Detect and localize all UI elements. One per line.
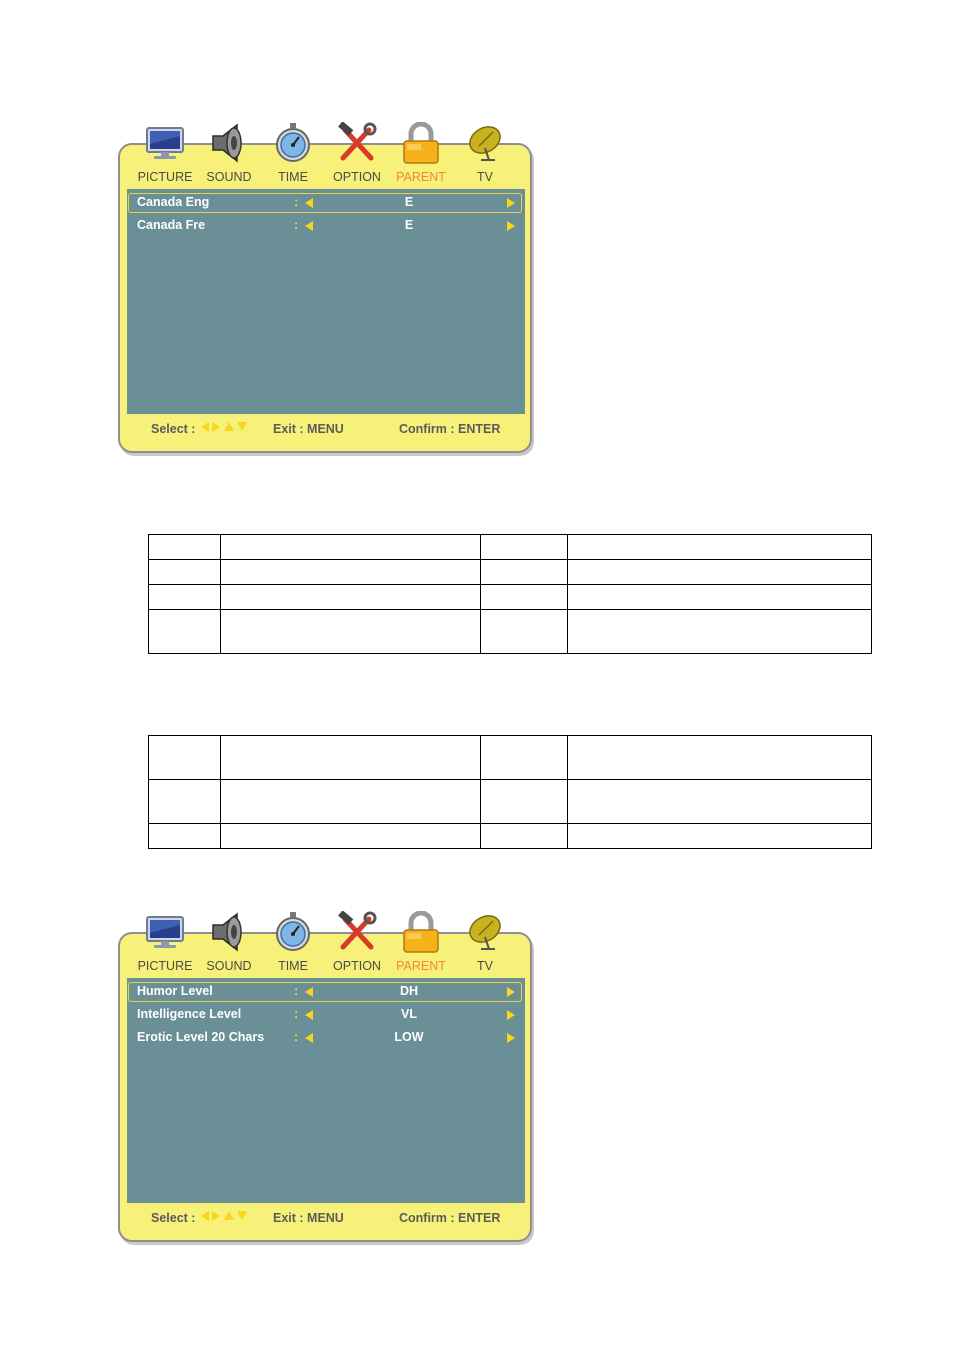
table-cell <box>221 585 481 610</box>
table-cell <box>481 610 568 654</box>
menu-row-intelligence-level[interactable] <box>128 1005 522 1025</box>
tab-tv[interactable] <box>450 909 520 975</box>
arrow-right-icon[interactable] <box>507 1033 515 1043</box>
row-colon: : <box>294 1007 299 1021</box>
tab-label: PARENT <box>396 959 446 973</box>
table-cell <box>149 535 221 560</box>
arrow-left-icon[interactable] <box>305 221 313 231</box>
arrow-right-icon[interactable] <box>507 221 515 231</box>
table-row <box>149 560 872 585</box>
arrow-left-icon[interactable] <box>305 1033 313 1043</box>
tab-label: PARENT <box>396 170 446 184</box>
row-label: Intelligence Level <box>137 1007 242 1021</box>
footer-confirm: Confirm : ENTER <box>399 1211 501 1225</box>
tab-picture[interactable] <box>130 909 200 975</box>
table-cell <box>568 610 872 654</box>
table-row <box>149 824 872 849</box>
table-cell <box>568 560 872 585</box>
table-cell <box>149 610 221 654</box>
tab-label: SOUND <box>206 170 252 184</box>
table-cell <box>481 535 568 560</box>
menu-row-canada-fre[interactable] <box>128 216 522 236</box>
stopwatch-icon <box>271 911 315 953</box>
table-cell <box>149 585 221 610</box>
table-cell <box>221 610 481 654</box>
arrow-left-icon <box>201 1211 209 1221</box>
row-value: LOW <box>394 1030 424 1044</box>
osd-menu-canada <box>118 120 532 457</box>
row-colon: : <box>294 195 299 209</box>
table-cell <box>481 585 568 610</box>
row-value: DH <box>399 984 419 998</box>
tab-label: OPTION <box>333 170 381 184</box>
menu-tabs <box>130 909 520 975</box>
tools-icon <box>335 122 379 164</box>
tab-label: PICTURE <box>137 170 193 184</box>
row-colon: : <box>294 984 299 998</box>
arrow-left-icon <box>201 422 209 432</box>
menu-panel <box>127 189 525 414</box>
stopwatch-icon <box>271 122 315 164</box>
table-cell <box>221 824 481 849</box>
row-colon: : <box>294 218 299 232</box>
tab-picture[interactable] <box>130 120 200 186</box>
table-cell <box>221 535 481 560</box>
table-cell <box>481 560 568 585</box>
table-cell <box>221 780 481 824</box>
arrow-left-icon[interactable] <box>305 987 313 997</box>
table-cell <box>481 736 568 780</box>
table-cell <box>481 824 568 849</box>
tools-icon <box>335 911 379 953</box>
speaker-icon <box>207 911 251 953</box>
table-row <box>149 610 872 654</box>
speaker-icon <box>207 122 251 164</box>
tab-label: TIME <box>278 170 308 184</box>
table-cell <box>568 535 872 560</box>
padlock-icon <box>399 122 443 164</box>
footer-confirm: Confirm : ENTER <box>399 422 501 436</box>
tab-label: SOUND <box>206 959 252 973</box>
footer-exit: Exit : MENU <box>273 422 344 436</box>
arrow-right-icon <box>212 422 220 432</box>
tab-tv[interactable] <box>450 120 520 186</box>
nav-arrows-icon <box>201 1211 249 1221</box>
footer-select: Select : <box>151 1211 196 1225</box>
tab-time[interactable] <box>258 909 328 975</box>
tab-label: TV <box>477 959 493 973</box>
table-cell <box>568 736 872 780</box>
table-row <box>149 535 872 560</box>
tab-sound[interactable] <box>194 909 264 975</box>
tab-label: TIME <box>278 959 308 973</box>
monitor-icon <box>143 911 187 953</box>
menu-panel <box>127 978 525 1203</box>
menu-row-canada-eng[interactable] <box>128 193 522 213</box>
tab-time[interactable] <box>258 120 328 186</box>
footer-select: Select : <box>151 422 196 436</box>
menu-tabs <box>130 120 520 186</box>
table-2 <box>148 735 872 849</box>
table-1 <box>148 534 872 654</box>
table-cell <box>221 736 481 780</box>
footer-exit: Exit : MENU <box>273 1211 344 1225</box>
table-row <box>149 780 872 824</box>
tab-option[interactable] <box>322 909 392 975</box>
row-value: E <box>404 195 414 209</box>
monitor-icon <box>143 122 187 164</box>
tab-parent[interactable] <box>386 909 456 975</box>
arrow-up-icon <box>224 422 234 431</box>
menu-row-humor-level[interactable] <box>128 982 522 1002</box>
menu-footer <box>118 422 528 440</box>
arrow-right-icon <box>212 1211 220 1221</box>
table-cell <box>149 824 221 849</box>
tab-label: PICTURE <box>137 959 193 973</box>
osd-menu-levels <box>118 909 532 1246</box>
row-value: VL <box>401 1007 417 1021</box>
tab-sound[interactable] <box>194 120 264 186</box>
table-cell <box>221 560 481 585</box>
table-row <box>149 585 872 610</box>
arrow-right-icon[interactable] <box>507 1010 515 1020</box>
row-value: E <box>404 218 414 232</box>
table-cell <box>149 780 221 824</box>
satellite-dish-icon <box>463 122 507 164</box>
row-colon: : <box>294 1030 299 1044</box>
table-cell <box>149 560 221 585</box>
satellite-dish-icon <box>463 911 507 953</box>
arrow-down-icon <box>237 1211 247 1220</box>
row-label: Canada Fre <box>137 218 206 232</box>
tab-label: TV <box>477 170 493 184</box>
table-cell <box>568 824 872 849</box>
nav-arrows-icon <box>201 422 249 432</box>
table-row <box>149 736 872 780</box>
table-cell <box>568 780 872 824</box>
arrow-up-icon <box>224 1211 234 1220</box>
tab-label: OPTION <box>333 959 381 973</box>
arrow-left-icon[interactable] <box>305 1010 313 1020</box>
menu-row-erotic-level[interactable] <box>128 1028 522 1048</box>
padlock-icon <box>399 911 443 953</box>
arrow-left-icon[interactable] <box>305 198 313 208</box>
row-label: Humor Level <box>137 984 213 998</box>
arrow-right-icon[interactable] <box>507 198 515 208</box>
tab-option[interactable] <box>322 120 392 186</box>
table-cell <box>149 736 221 780</box>
menu-footer <box>118 1211 528 1229</box>
arrow-down-icon <box>237 422 247 431</box>
tab-parent[interactable] <box>386 120 456 186</box>
row-label: Erotic Level 20 Chars <box>137 1030 265 1044</box>
arrow-right-icon[interactable] <box>507 987 515 997</box>
table-cell <box>568 585 872 610</box>
row-label: Canada Eng <box>137 195 210 209</box>
table-cell <box>481 780 568 824</box>
